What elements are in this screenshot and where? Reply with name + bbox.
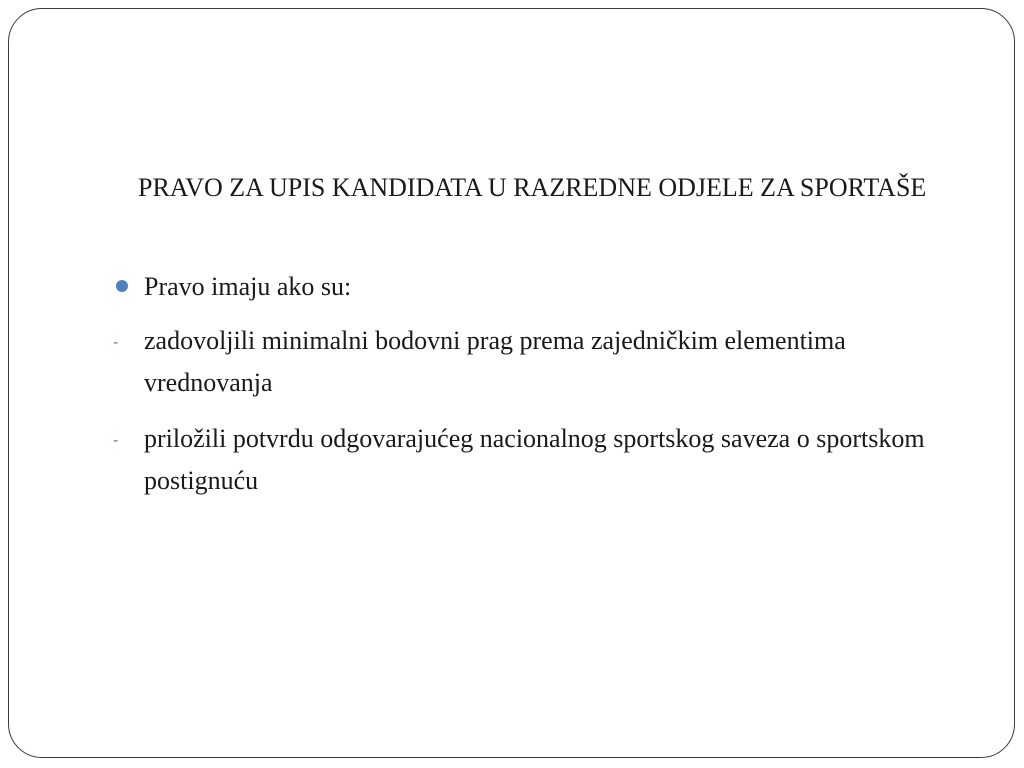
- list-item: [113, 418, 974, 502]
- list-item: [144, 266, 974, 308]
- list-item: [113, 320, 974, 404]
- slide-heading: PRAVO ZA UPIS KANDIDATA U RAZREDNE ODJELE ZA SPORTAŠE: [138, 173, 927, 202]
- dash-marker: -: [113, 432, 119, 449]
- list-item-text: zadovoljili minimalni bodovni prag prema zajedničkim elementima vrednovanja: [144, 326, 846, 397]
- list-item-text: priložili potvrdu odgovarajućeg nacionalnog sportskog saveza o sportskom postignuću: [144, 424, 925, 495]
- dash-marker: -: [113, 334, 119, 351]
- list-item-text: Pravo imaju ako su:: [144, 272, 352, 301]
- bullet-icon: [116, 280, 128, 292]
